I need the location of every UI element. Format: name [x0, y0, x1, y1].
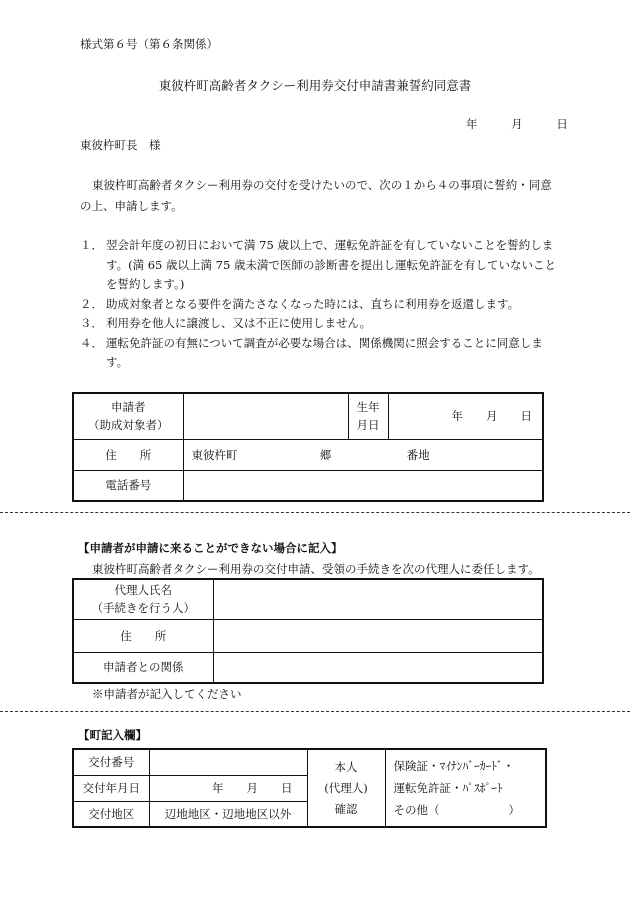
proxy-address-label: 住 所	[73, 619, 213, 652]
address-field[interactable]	[183, 439, 543, 470]
address-town: 東彼杵町	[191, 447, 238, 462]
issue-number-label: 交付番号	[73, 749, 149, 775]
document-title: 東彼杵町高齢者タクシー利用券交付申請書兼誓約同意書	[158, 78, 472, 93]
applicant-name-field[interactable]	[183, 393, 348, 439]
id-documents[interactable]	[385, 749, 546, 827]
oath-text: 利用券を他人に譲渡し、又は不正に使用しません。	[106, 316, 372, 330]
oath-number: １．	[80, 238, 103, 252]
oath-number: ２．	[80, 296, 103, 311]
identity-label-line2: (代理人)	[324, 781, 368, 795]
proxy-intro: 東彼杵町高齢者タクシー利用券の交付申請、受領の手続きを次の代理人に委任します。	[92, 562, 540, 576]
dashed-divider	[0, 512, 630, 513]
id-docs-line2: 運転免許証・ﾊﾟｽﾎﾟｰﾄ	[393, 781, 503, 795]
oath-item	[80, 295, 560, 315]
applicant-label	[73, 393, 183, 439]
identity-check-label	[307, 749, 385, 827]
proxy-relation-field[interactable]	[213, 652, 543, 683]
proxy-relation-label: 申請者との関係	[73, 652, 213, 683]
issue-date-label: 交付年月日	[73, 775, 149, 801]
birth-label-line1: 生年	[356, 400, 380, 415]
proxy-name-label-line2: （手続きを行う人）	[91, 601, 195, 616]
proxy-name-field[interactable]	[213, 579, 543, 619]
proxy-address-field[interactable]	[213, 619, 543, 652]
year-label: 年	[466, 117, 478, 131]
oath-list	[80, 236, 560, 373]
oath-number: ３．	[80, 316, 103, 330]
application-date[interactable]	[466, 116, 568, 132]
id-docs-line1: 保険証・ﾏｲﾅﾝﾊﾞｰｶｰﾄﾞ・	[393, 759, 515, 773]
intro-paragraph	[80, 175, 560, 217]
phone-field[interactable]	[183, 470, 543, 501]
issue-number-field[interactable]	[149, 749, 307, 775]
issue-date-field[interactable]: 年 月 日	[149, 775, 307, 801]
birth-label-line2: 月日	[356, 418, 380, 433]
issue-area-options[interactable]: 辺地地区・辺地地区以外	[149, 801, 307, 827]
proxy-heading: 【申請者が申請に来ることができない場合に記入】	[78, 541, 343, 555]
proxy-table	[72, 578, 544, 684]
oath-item	[80, 314, 560, 334]
address-label: 住 所	[73, 439, 183, 470]
oath-text: 助成対象者となる要件を満たさなくなった時には、直ちに利用券を返還します。	[106, 296, 520, 311]
issue-area-label: 交付地区	[73, 801, 149, 827]
applicant-label-line1: 申請者	[111, 400, 146, 415]
office-heading: 【町記入欄】	[78, 728, 147, 742]
address-banchi: 番地	[406, 447, 430, 462]
day-label: 日	[556, 117, 568, 131]
oath-item	[80, 334, 560, 373]
intro-text: 東彼杵町高齢者タクシー利用券の交付を受けたいので、次の１から４の事項に誓約・同意の上、申請します。	[80, 178, 552, 213]
oath-text: 運転免許証の有無について調査が必要な場合は、関係機関に照会することに同意します。	[106, 335, 543, 369]
address-go: 郷	[319, 447, 332, 462]
proxy-name-label-line1: 代理人氏名	[114, 583, 172, 598]
id-docs-line3: その他（ ）	[393, 803, 520, 817]
phone-label: 電話番号	[73, 470, 183, 501]
applicant-label-line2: （助成対象者）	[88, 418, 169, 433]
form-number: 様式第６号（第６条関係）	[80, 37, 218, 51]
applicant-table	[72, 392, 544, 502]
identity-label-line1: 本人	[334, 760, 358, 774]
oath-item	[80, 236, 560, 295]
identity-label-line3: 確認	[334, 802, 358, 816]
birth-label	[348, 393, 388, 439]
oath-number: ４．	[80, 335, 103, 350]
oath-text: 翌会計年度の初日において満 75 歳以上で、運転免許証を有していないことを誓約します。(満 65 歳以上満 75 歳未満で医師の診断書を提出し運転免許証を有していないことを誓約します。)	[106, 238, 556, 291]
recipient: 東彼杵町長 様	[80, 138, 161, 152]
dashed-divider	[0, 711, 630, 712]
proxy-name-label	[73, 579, 213, 619]
proxy-note: ※申請者が記入してください	[92, 687, 242, 701]
office-table	[72, 748, 547, 828]
birth-date-field[interactable]: 年 月 日	[388, 393, 543, 439]
month-label: 月	[511, 117, 523, 131]
